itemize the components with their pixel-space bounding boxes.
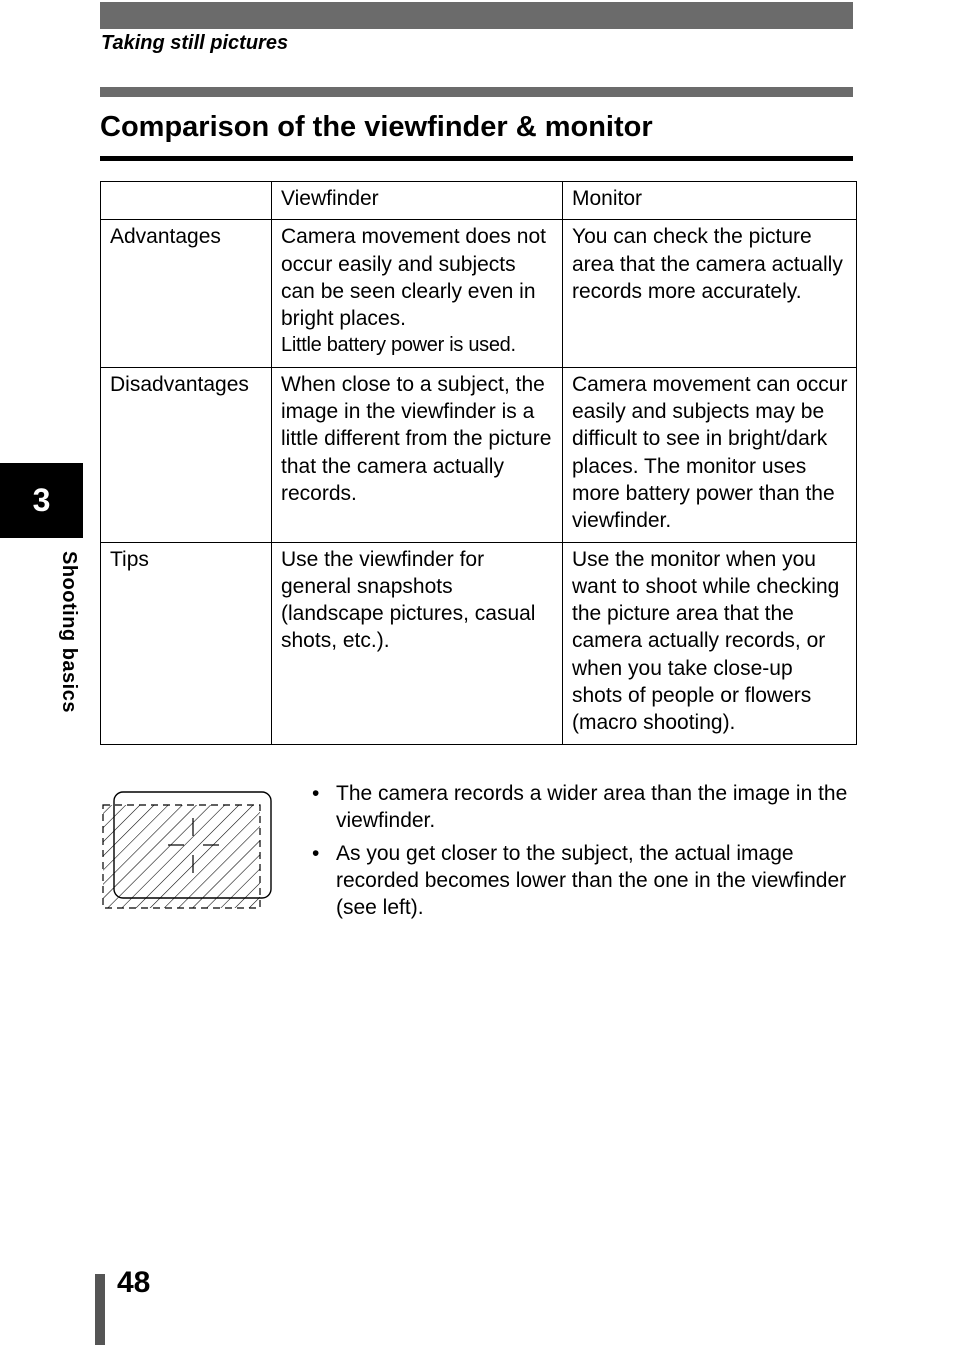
table-header-cell: Viewfinder: [272, 182, 563, 220]
table-header-cell: [101, 182, 272, 220]
table-row: [101, 367, 857, 542]
note-item: [309, 840, 854, 922]
cell-text: Camera movement can occur easily and subjects may be difficult to see in bright/dark places. The monitor uses more battery power than the viewfinder.: [572, 372, 848, 533]
note-item: [309, 780, 854, 835]
viewfinder-cell: [272, 367, 563, 542]
note-text: As you get closer to the subject, the actual image recorded becomes lower than the one in the viewfinder (see left).: [336, 841, 847, 920]
cell-text: Use the viewfinder for general snapshots (landscape pictures, casual shots, etc.).: [281, 547, 536, 653]
table-header-cell: Monitor: [563, 182, 857, 220]
viewfinder-frame-illustration: [100, 788, 274, 913]
section-label: Taking still pictures: [101, 32, 289, 54]
viewfinder-frame-diagram: [100, 788, 274, 913]
cell-text: Camera movement does not occur easily and subjects can be seen clearly even in bright places.: [281, 225, 546, 331]
row-label: Disadvantages: [101, 367, 272, 542]
monitor-cell: [563, 367, 857, 542]
bullet-icon: •: [312, 782, 320, 805]
title-rule: [100, 156, 853, 161]
chapter-label: [46, 551, 92, 737]
chapter-label-text: Shooting basics: [58, 551, 80, 713]
note-text: The camera records a wider area than the image in the viewfinder.: [336, 782, 848, 833]
title-bar: [100, 87, 853, 97]
row-label: Advantages: [101, 220, 272, 367]
notes-list: [309, 780, 854, 926]
chapter-tab: [0, 463, 83, 538]
comparison-table: [100, 181, 857, 745]
cell-text: You can check the picture area that the camera actually records more accurately.: [572, 225, 843, 303]
bullet-icon: •: [312, 841, 320, 865]
viewfinder-cell: [272, 220, 563, 367]
table-row: [101, 220, 857, 367]
cell-text: When close to a subject, the image in the viewfinder is a little different from the picture that the camera actually records.: [281, 372, 552, 505]
viewfinder-cell: [272, 542, 563, 744]
cell-text: Little battery power is used.: [281, 334, 516, 357]
row-label: Tips: [101, 542, 272, 744]
page-number: 48: [117, 1266, 151, 1299]
page-title: Comparison of the viewfinder & monitor: [100, 111, 653, 143]
chapter-number: 3: [32, 482, 51, 518]
hatched-area: [103, 805, 260, 908]
header-bar: [100, 2, 853, 29]
table-row: [101, 542, 857, 744]
monitor-cell: [563, 220, 857, 367]
table-header-row: [101, 182, 857, 220]
monitor-cell: [563, 542, 857, 744]
page-number-bar: [95, 1274, 105, 1345]
cell-text: Use the monitor when you want to shoot while checking the picture area that the camera actually records, or when you take close-up shots of people or flowers (macro shooting).: [572, 547, 840, 735]
